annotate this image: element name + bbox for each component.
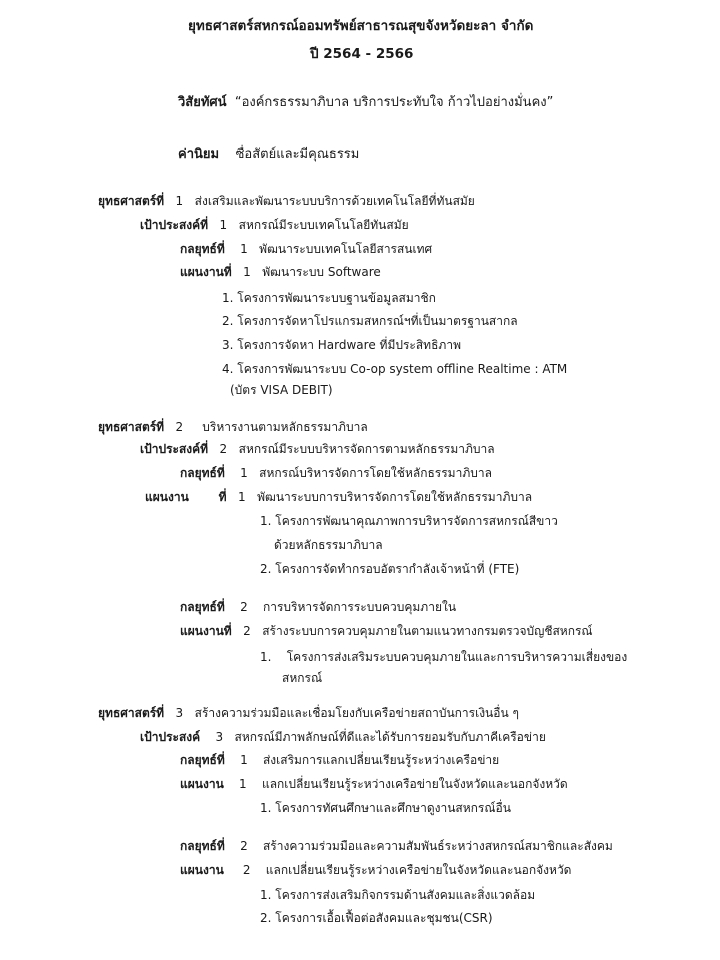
goal-1-num: 1: [219, 218, 228, 232]
s2-plan-1-num: 1: [237, 490, 246, 504]
s3-plan-2-project-2: 2. โครงการเอื้อเฟื้อต่อสังคมและชุมชน(CSR): [260, 911, 493, 925]
s1-plan-1-text: พัฒนาระบบ Software: [262, 265, 381, 279]
s3-strategy-2-text: สร้างความร่วมมือและความสัมพันธ์ระหว่างสหกรณ์สมาชิกและสังคม: [262, 839, 613, 853]
s3-plan-1-text: แลกเปลี่ยนเรียนรู้ระหว่างเครือข่ายในจังหวัดและนอกจังหวัด: [261, 777, 568, 791]
vision-label: วิสัยทัศน์: [178, 95, 227, 110]
values-label: ค่านิยม: [178, 147, 220, 162]
s2-plan-1-label: แผนงาน: [145, 490, 189, 504]
strategy-1-num: 1: [175, 194, 184, 208]
s2-strategy-2-text: การบริหารจัดการระบบควบคุมภายใน: [262, 600, 457, 614]
s2-plan-1: [145, 489, 532, 505]
s2-plan-2-label: แผนงานที่: [180, 624, 232, 638]
s2-plan-2-project-1: [260, 649, 627, 665]
s2-plan-2: [180, 623, 593, 639]
s3-strategy-1-label: กลยุทธ์ที่: [180, 753, 225, 767]
strategy-2-label: ยุทธศาสตร์ที่: [98, 420, 165, 434]
s1-plan-1-num: 1: [243, 265, 251, 279]
s3-strategy-2-label: กลยุทธ์ที่: [180, 839, 225, 853]
s3-strategy-1: [180, 752, 499, 768]
vision-line: [178, 95, 553, 111]
goal-3: [140, 729, 546, 745]
s3-plan-2-label: แผนงาน: [180, 863, 224, 877]
document-years: ปี 2564 - 2566: [310, 46, 414, 62]
s2-plan-1-text: พัฒนาระบบการบริหารจัดการโดยใช้หลักธรรมาภิบาล: [257, 490, 533, 504]
s3-plan-2: [180, 862, 571, 878]
strategy-3-text: สร้างความร่วมมือและเชื่อมโยงกับเครือข่ายสถาบันการเงินอื่น ๆ: [194, 706, 519, 720]
s1-strategy-1-label: กลยุทธ์ที่: [180, 242, 225, 256]
s3-strategy-2-num: 2: [240, 839, 248, 853]
s1-strategy-1-text: พัฒนาระบบเทคโนโลยีสารสนเทศ: [259, 242, 433, 256]
s2-plan-2-project-1-num: 1.: [260, 650, 272, 664]
s1-project-2: 2. โครงการจัดหาโปรแกรมสหกรณ์ฯที่เป็นมาตรฐานสากล: [222, 314, 518, 328]
s3-strategy-2: [180, 838, 613, 854]
s2-strategy-1-num: 1: [240, 466, 248, 480]
s1-project-1: 1. โครงการพัฒนาระบบฐานข้อมูลสมาชิก: [222, 291, 436, 305]
s2-strategy-2-num: 2: [240, 600, 248, 614]
s3-plan-1-label: แผนงาน: [180, 777, 224, 791]
s2-plan-2-project-1-text: โครงการส่งเสริมระบบควบคุมภายในและการบริหารความเสี่ยงของ: [286, 650, 628, 664]
goal-2-label: เป้าประสงค์ที่: [140, 442, 209, 456]
goal-2-text: สหกรณ์มีระบบบริหารจัดการตามหลักธรรมาภิบาล: [238, 442, 495, 456]
strategy-1: [98, 193, 475, 209]
document-title: ยุทธศาสตร์สหกรณ์ออมทรัพย์สาธารณสุขจังหวัดยะลา จำกัด: [188, 18, 534, 34]
goal-3-num: 3: [215, 730, 224, 744]
s1-strategy-1-num: 1: [240, 242, 248, 256]
s1-project-3: 3. โครงการจัดหา Hardware ที่มีประสิทธิภาพ: [222, 338, 461, 352]
values-line: [178, 147, 359, 163]
strategy-1-text: ส่งเสริมและพัฒนาระบบบริการด้วยเทคโนโลยีที่ทันสมัย: [194, 194, 475, 208]
s3-plan-1: [180, 776, 568, 792]
s2-plan-2-num: 2: [243, 624, 251, 638]
goal-1: [140, 217, 409, 233]
s1-plan-1: [180, 264, 381, 280]
goal-2: [140, 441, 495, 457]
s2-strategy-1-text: สหกรณ์บริหารจัดการโดยใช้หลักธรรมาภิบาล: [259, 466, 492, 480]
s2-plan-1-mid: ที่: [218, 490, 227, 504]
s3-plan-2-num: 2: [242, 863, 251, 877]
s2-strategy-1: [180, 465, 492, 481]
s2-plan-1-project-2: 2. โครงการจัดทำกรอบอัตรากำลังเจ้าหน้าที่ (FTE): [260, 562, 520, 576]
strategy-3-num: 3: [175, 706, 184, 720]
strategy-1-label: ยุทธศาสตร์ที่: [98, 194, 165, 208]
s3-strategy-1-text: ส่งเสริมการแลกเปลี่ยนเรียนรู้ระหว่างเครือข่าย: [262, 753, 500, 767]
goal-1-text: สหกรณ์มีระบบเทคโนโลยีทันสมัย: [238, 218, 409, 232]
s2-strategy-2: [180, 599, 456, 615]
vision-text: “องค์กรธรรมาภิบาล บริการประทับใจ ก้าวไปอย่างมั่นคง”: [234, 95, 554, 110]
s3-plan-2-text: แลกเปลี่ยนเรียนรู้ระหว่างเครือข่ายในจังหวัดและนอกจังหวัด: [265, 863, 572, 877]
s2-strategy-1-label: กลยุทธ์ที่: [180, 466, 225, 480]
strategy-3-label: ยุทธศาสตร์ที่: [98, 706, 165, 720]
goal-1-label: เป้าประสงค์ที่: [140, 218, 209, 232]
goal-3-text: สหกรณ์มีภาพลักษณ์ที่ดีและได้รับการยอมรับกับภาคีเครือข่าย: [234, 730, 546, 744]
s1-project-4: 4. โครงการพัฒนาระบบ Co-op system offline Realtime : ATM: [222, 362, 568, 376]
s3-strategy-1-num: 1: [240, 753, 248, 767]
strategy-2-text: บริหารงานตามหลักธรรมาภิบาล: [202, 420, 368, 434]
s2-plan-2-project-1-cont: สหกรณ์: [282, 671, 323, 685]
s2-plan-2-text: สร้างระบบการควบคุมภายในตามแนวทางกรมตรวจบัญชีสหกรณ์: [262, 624, 593, 638]
s2-plan-1-project-1: 1. โครงการพัฒนาคุณภาพการบริหารจัดการสหกรณ์สีขาว: [260, 514, 558, 528]
s2-plan-1-project-1-cont: ด้วยหลักธรรมาภิบาล: [274, 538, 383, 552]
strategy-3: [98, 705, 519, 721]
strategy-2: [98, 419, 368, 435]
goal-2-num: 2: [219, 442, 228, 456]
values-text: ซื่อสัตย์และมีคุณธรรม: [235, 147, 360, 162]
s3-plan-1-project-1: 1. โครงการทัศนศึกษาและศึกษาดูงานสหกรณ์อื่น: [260, 801, 511, 815]
s3-plan-1-num: 1: [239, 777, 247, 791]
goal-3-label: เป้าประสงค์: [140, 730, 201, 744]
s3-plan-2-project-1: 1. โครงการส่งเสริมกิจกรรมด้านสังคมและสิ่งแวดล้อม: [260, 888, 536, 902]
s2-strategy-2-label: กลยุทธ์ที่: [180, 600, 225, 614]
strategy-2-num: 2: [175, 420, 184, 434]
s1-project-4-cont: (บัตร VISA DEBIT): [230, 383, 333, 397]
s1-strategy-1: [180, 241, 432, 257]
s1-plan-1-label: แผนงานที่: [180, 265, 232, 279]
